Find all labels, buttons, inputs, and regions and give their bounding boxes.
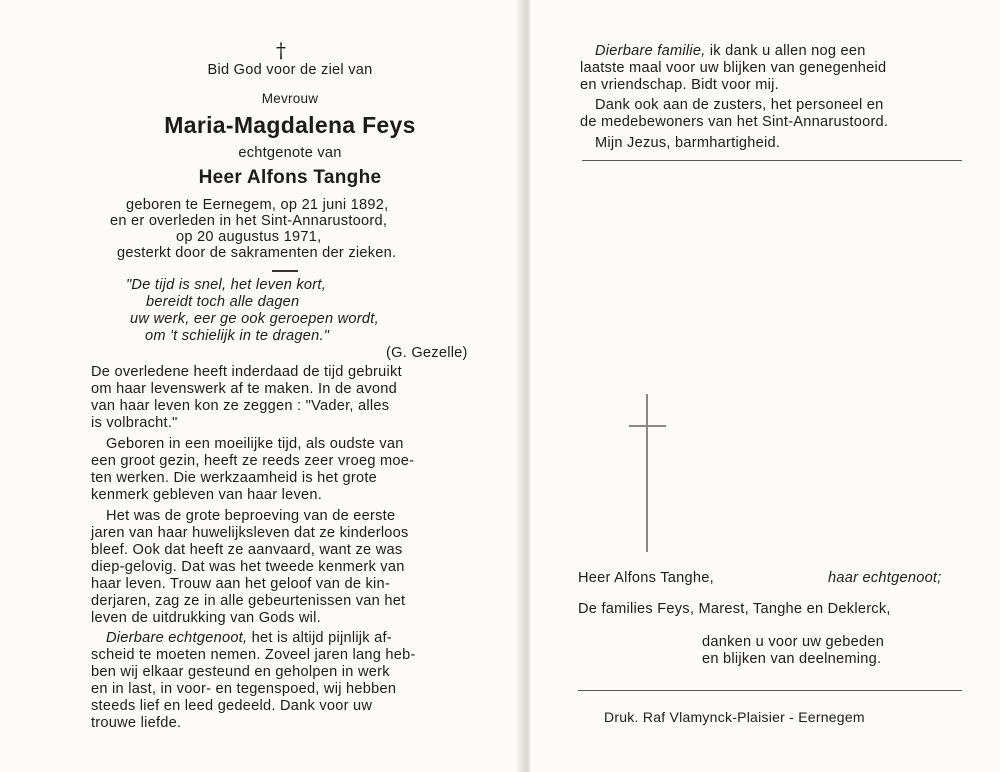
paragraph-line: kenmerk gebleven van haar leven. — [91, 487, 323, 503]
paragraph-line: ben wij elkaar gesteund en geholpen in werk — [91, 664, 390, 680]
poem-line: uw werk, eer ge ook geroepen wordt, — [130, 311, 379, 327]
separator-rule — [272, 270, 298, 272]
paragraph-line: van haar leven kon ze zeggen : "Vader, alles — [91, 398, 390, 414]
paragraph-line: haar leven. Trouw aan het geloof van de kin- — [91, 576, 391, 592]
bio-line: gesterkt door de sakramenten der zieken. — [117, 245, 397, 261]
closing-line: en blijken van deelneming. — [702, 651, 882, 667]
paragraph-line — [106, 630, 392, 646]
bio-line: op 20 augustus 1971, — [176, 229, 322, 245]
family-line: en vriendschap. Bidt voor mij. — [580, 77, 779, 93]
bio-line: geboren te Eernegem, op 21 juni 1892, — [126, 197, 389, 213]
paragraph-line: en in last, in voor- en tegenspoed, wij hebben — [91, 681, 397, 697]
family-line — [595, 43, 866, 59]
paragraph-line: leven de uitdrukking van Gods wil. — [91, 610, 321, 626]
separator-rule — [578, 690, 962, 691]
poem-line: "De tijd is snel, het leven kort, — [126, 277, 326, 293]
paragraph-line: Het was de grote beproeving van de eerste — [106, 508, 396, 524]
bio-line: en er overleden in het Sint-Annarustoord, — [110, 213, 388, 229]
poem-line: bereidt toch alle dagen — [146, 294, 300, 310]
separator-rule — [582, 160, 962, 161]
italic-address: Dierbare echtgenoot, — [106, 630, 248, 646]
husband-name: Heer Alfons Tanghe, — [578, 570, 714, 586]
paragraph-text: ik dank u allen nog een — [705, 43, 866, 59]
paragraph-line: diep-gelovig. Dat was het tweede kenmerk van — [91, 559, 405, 575]
paragraph-line: jaren van haar huwelijksleven dat ze kinderloos — [91, 525, 409, 541]
paragraph-line: De overledene heeft inderdaad de tijd gebruikt — [91, 364, 402, 380]
paragraph-line: is volbracht." — [91, 415, 178, 431]
thanks-line: de medebewoners van het Sint-Annarustoord. — [580, 114, 889, 130]
family-line: laatste maal voor uw blijken van genegenheid — [580, 60, 887, 76]
paragraph-line: scheid te moeten nemen. Zoveel jaren lang heb- — [91, 647, 416, 663]
deceased-name: Maria-Magdalena Feys — [164, 112, 416, 138]
paragraph-line: ten werken. Die werkzaamheid is het grote — [91, 470, 378, 486]
cross-arm — [629, 425, 666, 427]
closing-line: danken u voor uw gebeden — [702, 634, 885, 650]
paragraph-line: Geboren in een moeilijke tijd, als oudste van — [106, 436, 404, 452]
cross-icon: † — [276, 38, 286, 62]
printer-credit: Druk. Raf Vlamynck-Plaisier - Eernegem — [604, 709, 865, 725]
paragraph-line: een groot gezin, heeft ze reeds zeer vroeg moe- — [91, 453, 415, 469]
paragraph-line: steeds lief en leed gedeeld. Dank voor uw — [91, 698, 373, 714]
poem-author: (G. Gezelle) — [386, 345, 468, 361]
paragraph-line: om haar levenswerk af te maken. In de avond — [91, 381, 398, 397]
families-line: De families Feys, Marest, Tanghe en Deklerck, — [578, 601, 891, 617]
spouse-relation: echtgenote van — [238, 145, 342, 161]
paragraph-line: trouwe liefde. — [91, 715, 182, 731]
italic-address: Dierbare familie, — [595, 43, 706, 59]
paragraph-line: bleef. Ook dat heeft ze aanvaard, want ze was — [91, 542, 403, 558]
intro-text: Bid God voor de ziel van — [207, 62, 373, 78]
prayer-line: Mijn Jezus, barmhartigheid. — [595, 135, 781, 151]
cross-icon — [646, 394, 648, 552]
paragraph-line: derjaren, zag ze in alle gebeurtenissen van het — [91, 593, 406, 609]
poem-line: om 't schielijk in te dragen." — [145, 328, 330, 344]
honorific: Mevrouw — [261, 91, 319, 106]
spouse-name: Heer Alfons Tanghe — [198, 167, 382, 188]
husband-role: haar echtgenoot; — [828, 570, 942, 586]
thanks-line: Dank ook aan de zusters, het personeel en — [595, 97, 884, 113]
paragraph-text: het is altijd pijnlijk af- — [247, 630, 392, 646]
